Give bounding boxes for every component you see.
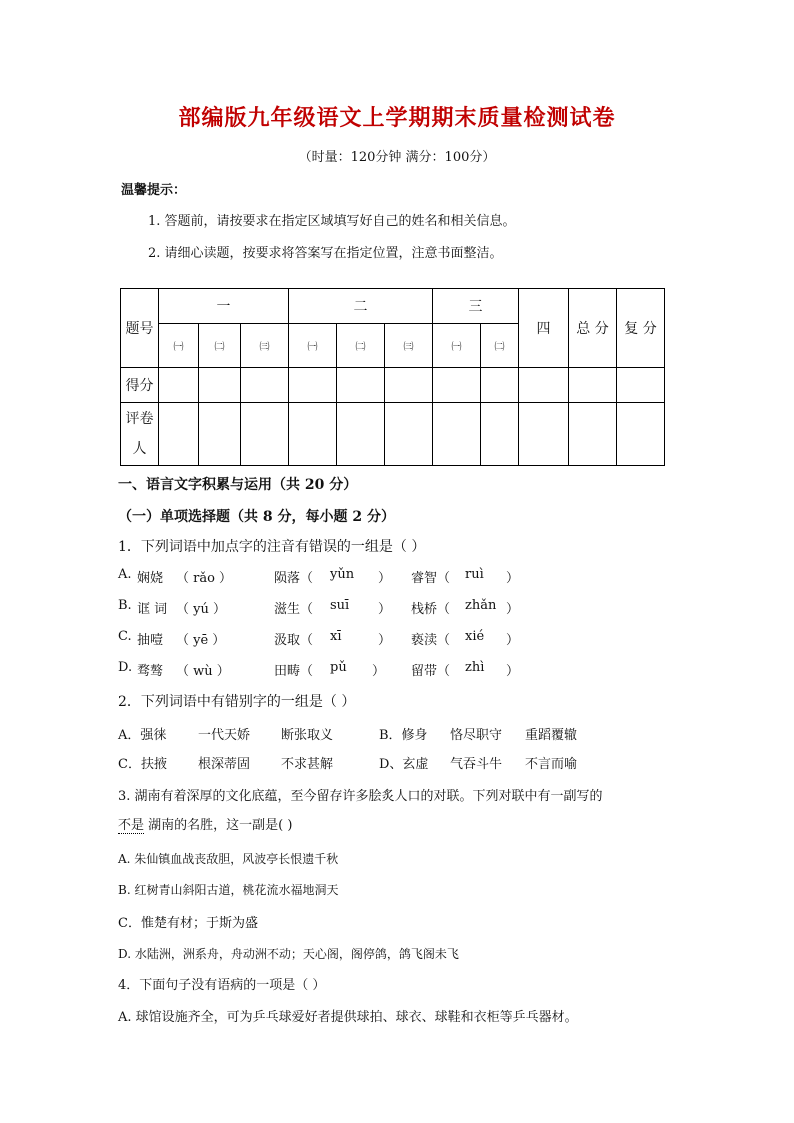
sub-header: ㈡ — [337, 324, 385, 368]
score-cell[interactable] — [617, 368, 665, 403]
score-cell[interactable] — [241, 368, 289, 403]
part1-sub1-heading: （一）单项选择题（共 8 分，每小题 2 分） — [118, 509, 395, 525]
tips-heading: 温馨提示： — [121, 183, 187, 198]
word: 骛骜 — [137, 664, 164, 679]
q2-option: D、玄虚 — [379, 757, 429, 772]
q2-word: 根深蒂固 — [198, 757, 251, 772]
pinyin: （ rǎo ） — [176, 571, 233, 586]
grader-cell[interactable] — [241, 403, 289, 466]
q2-word: 断张取义 — [281, 728, 334, 743]
pinyin: yǔn — [330, 567, 355, 582]
q4-option-a: A. 球馆设施齐全，可为乒乓球爱好者提供球拍、球衣、球鞋和衣柜等乒乓器材。 — [118, 1010, 578, 1025]
q2-word: 不求甚解 — [281, 757, 334, 772]
section-3-header: 三 — [433, 289, 519, 324]
score-cell[interactable] — [337, 368, 385, 403]
section-2-header: 二 — [289, 289, 433, 324]
q3-stem-line-1: 3. 湖南有着深厚的文化底蕴，至今留存许多脍炙人口的对联。下列对联中有一副写的 — [118, 789, 603, 804]
score-cell[interactable] — [569, 368, 617, 403]
grader-cell[interactable] — [289, 403, 337, 466]
paren: ） — [372, 664, 386, 679]
grader-cell[interactable] — [433, 403, 481, 466]
paren: ） — [506, 633, 520, 648]
pinyin: pǔ — [330, 660, 347, 675]
word: 娴娆 — [137, 571, 164, 586]
q2-word: 不言而喻 — [525, 757, 578, 772]
q1-stem: 1．下列词语中加点字的注音有错误的一组是（ ） — [118, 539, 426, 555]
sub-header: ㈢ — [385, 324, 433, 368]
q3-option-a: A. 朱仙镇血战丧敌胆，风波亭长恨遗千秋 — [118, 852, 339, 866]
q2-option: C．扶掖 — [118, 757, 167, 772]
grader-cell[interactable] — [385, 403, 433, 466]
pingjuan-line-2: 人 — [132, 441, 147, 457]
q3-option-d: D. 水陆洲，洲系舟，舟动洲不动；天心阁，阁停鸽，鸽飞阁未飞 — [118, 947, 459, 961]
paren: ） — [378, 633, 392, 648]
pinyin: suī — [330, 598, 350, 613]
sub-header: ㈢ — [241, 324, 289, 368]
word: 留带（ — [411, 664, 451, 679]
option-letter: C. — [118, 629, 132, 644]
q3-option-b: B. 红树青山斜阳古道，桃花流水福地洞天 — [118, 883, 339, 897]
q2-word: 重蹈覆辙 — [525, 728, 578, 743]
q3-stem-line-2 — [118, 814, 292, 833]
score-cell[interactable] — [199, 368, 241, 403]
paren: ） — [378, 571, 392, 586]
word: 睿智（ — [411, 571, 451, 586]
sub-header: ㈡ — [481, 324, 519, 368]
pinyin: zhì — [465, 660, 485, 675]
pinyin: （ yú ） — [176, 602, 226, 617]
q2-stem: 2．下列词语中有错别字的一组是（ ） — [118, 694, 356, 710]
grader-cell[interactable] — [617, 403, 665, 466]
word: 田畴（ — [274, 664, 314, 679]
paren: ） — [506, 571, 520, 586]
q2-word: 恪尽职守 — [450, 728, 503, 743]
q3-emphasis-not: 不是 — [118, 818, 145, 833]
tihao-cell: 题号 — [121, 289, 159, 368]
q2-word: 气吞斗牛 — [450, 757, 503, 772]
score-cell[interactable] — [519, 368, 569, 403]
word: 汲取（ — [274, 633, 314, 648]
word: 亵渎（ — [411, 633, 451, 648]
q4-stem: 4．下面句子没有语病的一项是（ ） — [118, 978, 326, 993]
sub-header: ㈠ — [289, 324, 337, 368]
tip-item-2: 2. 请细心读题，按要求将答案写在指定位置，注意书面整洁。 — [148, 246, 503, 261]
score-table — [120, 288, 665, 466]
pinyin: （ wù ） — [176, 664, 230, 679]
score-cell[interactable] — [159, 368, 199, 403]
score-cell[interactable] — [481, 368, 519, 403]
total-score-header: 总 分 — [569, 289, 617, 368]
word: 滋生（ — [274, 602, 314, 617]
grader-cell[interactable] — [481, 403, 519, 466]
sub-header: ㈡ — [199, 324, 241, 368]
tip-item-1: 1. 答题前，请按要求在指定区域填写好自己的姓名和相关信息。 — [148, 214, 516, 229]
section-4-header: 四 — [519, 289, 569, 368]
pinyin: （ yē ） — [176, 633, 226, 648]
q3-option-c: C．惟楚有材；于斯为盛 — [118, 916, 258, 931]
option-letter: D. — [118, 660, 133, 675]
sub-header: ㈠ — [433, 324, 481, 368]
exam-time-score: （时量：120分钟 满分：100分） — [298, 150, 496, 165]
pingjuan-label — [121, 403, 159, 466]
pinyin: xī — [330, 629, 342, 644]
grader-cell[interactable] — [159, 403, 199, 466]
paren: ） — [506, 602, 520, 617]
word: 栈桥（ — [411, 602, 451, 617]
score-cell[interactable] — [433, 368, 481, 403]
q2-option: A．强徕 — [118, 728, 167, 743]
pingjuan-line-1: 评卷 — [125, 411, 154, 427]
q2-word: 一代天娇 — [198, 728, 251, 743]
pinyin: xié — [465, 629, 485, 644]
score-cell[interactable] — [385, 368, 433, 403]
page-title: 部编版九年级语文上学期期末质量检测试卷 — [178, 105, 616, 131]
part1-heading: 一、语言文字积累与运用（共 20 分） — [118, 477, 358, 493]
word: 诓 词 — [137, 602, 168, 617]
defen-label: 得分 — [121, 368, 159, 403]
recheck-header: 复 分 — [617, 289, 665, 368]
grader-cell[interactable] — [199, 403, 241, 466]
option-letter: B. — [118, 598, 132, 613]
grader-cell[interactable] — [569, 403, 617, 466]
grader-cell[interactable] — [519, 403, 569, 466]
section-1-header: 一 — [159, 289, 289, 324]
paren: ） — [506, 664, 520, 679]
grader-cell[interactable] — [337, 403, 385, 466]
score-cell[interactable] — [289, 368, 337, 403]
pinyin: ruì — [465, 567, 484, 582]
word: 抽噎 — [137, 633, 164, 648]
pinyin: zhǎn — [465, 598, 497, 613]
word: 陨落（ — [274, 571, 314, 586]
option-letter: A. — [118, 567, 132, 582]
q3-stem-rest: 湖南的名胜，这一副是( ) — [144, 818, 293, 833]
q2-option: B．修身 — [379, 728, 428, 743]
paren: ） — [378, 602, 392, 617]
sub-header: ㈠ — [159, 324, 199, 368]
